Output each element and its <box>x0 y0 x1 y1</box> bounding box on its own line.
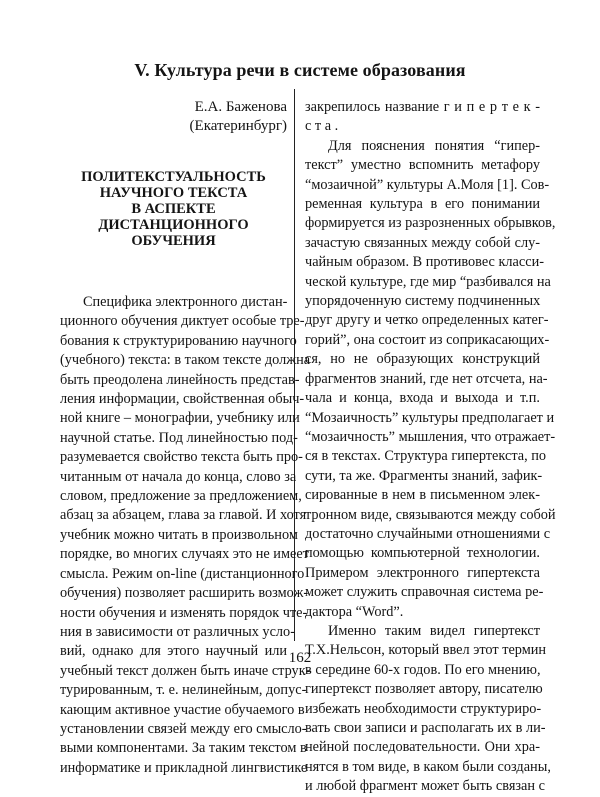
text-line: ния в зависимости от различных усло- <box>60 623 295 640</box>
text-line: ности обучения и изменять порядок чте- <box>60 604 308 621</box>
text-line: гипертекст позволяет автору, писателю <box>305 681 543 698</box>
text-line: ременная культура в его понимании <box>305 196 540 213</box>
text-line: зачастую связанных между собой слу- <box>305 234 540 251</box>
text-line: может служить справочная система ре- <box>305 584 544 601</box>
text-line: бования к структурированию научного <box>60 332 297 349</box>
text-line: кающим активное участие обучаемого в <box>60 701 305 718</box>
text-line: тронном виде, связываются между собой <box>305 506 556 523</box>
text-line: Т.Х.Нельсон, который ввел этот термин <box>305 642 547 659</box>
text-line: выми компонентами. За таким текстом в <box>60 740 307 757</box>
page-number: 162 <box>288 650 312 666</box>
text-line: читанным от начала до конца, слово за <box>60 468 297 485</box>
article-title-line: В АСПЕКТЕ ДИСТАНЦИОННОГО <box>98 201 249 233</box>
text-line: упорядоченную систему подчиненных <box>305 293 541 310</box>
text-line: информатике и прикладной лингвистике <box>60 759 308 776</box>
text-line: турированным, т. е. нелинейным, допус- <box>60 682 307 699</box>
right-column <box>305 98 556 797</box>
text-line: обучения) позволяет расширить возмож- <box>60 585 309 602</box>
text-line: установлении связей между его смысло- <box>60 720 307 737</box>
text-line: Для пояснения понятия “гипер- <box>328 137 540 154</box>
text-line: сути, та же. Фрагменты знаний, зафик- <box>305 467 543 484</box>
text-line: научной статье. Под линейностью под- <box>60 429 298 446</box>
text-line: сированные в нем в письменном элек- <box>305 487 540 504</box>
text-line: “Мозаичность” культуры предполагает и <box>305 409 555 426</box>
text-line: “мозаичность” мышления, что отражает- <box>305 428 556 445</box>
section-title: V. Культура речи в системе образования <box>134 60 466 80</box>
article-title-line: НАУЧНОГО ТЕКСТА <box>99 185 248 201</box>
text-line: формируется из разрозненных обрывков, <box>305 215 556 232</box>
text-line: ся, но не образующих конструкций <box>305 351 540 368</box>
text-line: “мозаичной” культуры А.Моля [1]. Сов- <box>305 176 550 193</box>
article-title-line: ОБУЧЕНИЯ <box>131 233 216 249</box>
text-line: абзац за абзацем, глава за главой. И хотя <box>60 507 307 524</box>
text-line: разумевается свойство текста быть про- <box>60 449 303 466</box>
text-line: быть преодолена линейность представ- <box>60 371 300 388</box>
author-name: Е.А. Баженова <box>194 99 287 115</box>
text-line: чала и конца, входа и выхода и т.п. <box>305 390 540 407</box>
text-line: Специфика электронного дистан- <box>83 294 288 310</box>
text-line: в середине 60-х годов. По его мнению, <box>305 661 541 678</box>
text-line: избежать необходимости структуриро- <box>305 700 542 717</box>
text-line: закрепилось название г и п е р т е к - <box>305 99 540 115</box>
text-line: помощью компьютерной технологии. <box>305 545 540 562</box>
article-title <box>60 169 287 249</box>
text-line: вий, однако для этого научный или <box>60 643 287 660</box>
text-line: нейной последовательности. Они хра- <box>305 739 540 756</box>
text-line: чайным образом. В противовес класси- <box>305 254 545 271</box>
text-line: смысла. Режим on-line (дистанционного <box>60 565 305 582</box>
text-line: текст” уместно вспомнить метафору <box>305 157 540 174</box>
text-line: нятся в том виде, в каком были созданы, <box>305 758 551 775</box>
article-title-line: ПОЛИТЕКСТУАЛЬНОСТЬ <box>81 169 266 185</box>
text-line: с т а . <box>305 118 339 135</box>
text-line: горий”, она состоит из соприкасающих- <box>305 331 550 348</box>
text-line: ной книге – монографии, учебнику или <box>60 410 300 427</box>
text-line: (учебного) текста: в таком тексте должна <box>60 352 311 369</box>
text-line: ления информации, свойственная обыч- <box>60 391 305 408</box>
author-block <box>60 98 287 136</box>
text-line: друг другу и четко определенных катег- <box>305 312 549 329</box>
text-line: Примером электронного гипертекста <box>305 564 540 581</box>
text-line: ся в текстах. Структура гипертекста, по <box>305 448 547 465</box>
text-line: вать свои записи и располагать их в ли- <box>305 720 546 736</box>
text-line: учебник можно читать в произвольном <box>60 526 298 543</box>
text-line: ционного обучения диктует особые тре- <box>60 313 305 330</box>
text-line: учебный текст должен быть иначе струк- <box>60 662 311 679</box>
text-line: достаточно случайными отношениями с <box>305 525 551 542</box>
text-line: ческой культуре, где мир “разбивался на <box>305 273 551 290</box>
text-line: словом, предложение за предложением, <box>60 488 302 505</box>
text-line: дактора “Word”. <box>305 603 404 620</box>
text-line: фрагментов знаний, где нет отсчета, на- <box>305 370 548 387</box>
text-line: Именно таким видел гипертекст <box>328 622 540 639</box>
text-line: порядке, во многих случаях это не имеет <box>60 546 309 563</box>
author-city: (Екатеринбург) <box>189 118 287 134</box>
text-line: и любой фрагмент может быть связан с <box>305 778 545 795</box>
